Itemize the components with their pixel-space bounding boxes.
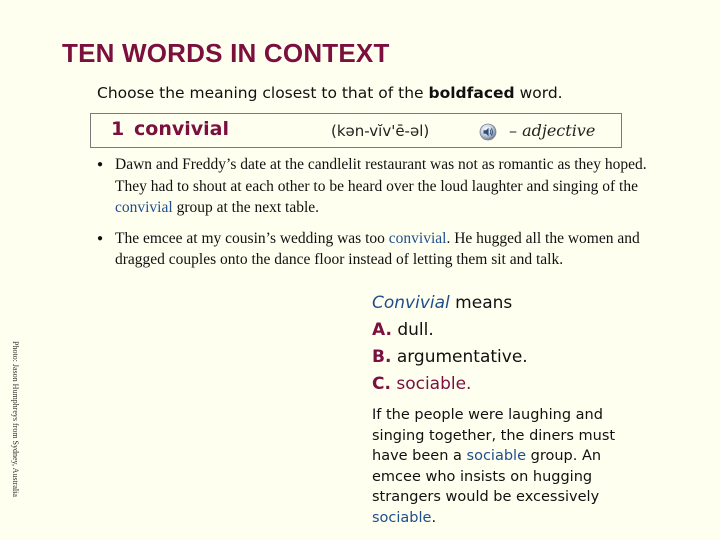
question-means: means (449, 293, 513, 313)
choice-letter: A. (372, 320, 392, 340)
choice-letter: B. (372, 347, 392, 367)
choice-text: sociable. (396, 374, 472, 394)
question-word: Convivial (372, 293, 450, 313)
speaker-icon[interactable] (479, 123, 497, 141)
pronunciation: (kən-vĭv'ē-əl) (331, 122, 430, 140)
sentence-item (97, 154, 652, 219)
page-title: TEN WORDS IN CONTEXT (62, 38, 390, 68)
vocabulary-word: convivial (134, 118, 229, 140)
word-number: 1 (111, 118, 125, 140)
explanation-text: group. An emcee who insists on hugging strangers would be excessively (372, 448, 602, 505)
answer-choices (372, 290, 528, 398)
sentence-item (97, 228, 652, 271)
sentence-keyword: convivial (388, 229, 447, 247)
sentence-text-before: Dawn and Freddy’s date at the candlelit restaurant was not as romantic as they hoped. They had to shout at each other to be heard over the loud laughter and singing of the (115, 156, 647, 195)
instructions-text-before: Choose the meaning closest to that of the (97, 84, 429, 102)
instructions-bold-word: boldfaced (428, 84, 515, 102)
vocabulary-word-box (90, 113, 622, 148)
sentence-text-before: The emcee at my cousin’s wedding was too (115, 229, 389, 247)
choice-text: dull. (397, 320, 434, 340)
bullet-icon: ● (97, 159, 104, 170)
instructions-text-after: word. (514, 84, 563, 102)
sentence-text (115, 154, 652, 219)
explanation-text: . (431, 509, 437, 526)
photo-credit: Photo: Jason Humphreys from Sydney, Australia (11, 341, 20, 497)
instructions (97, 84, 563, 102)
sentence-text-after: group at the next table. (172, 199, 320, 216)
example-sentences (97, 154, 652, 280)
choice-letter: C. (372, 374, 391, 394)
choice-a[interactable] (372, 317, 528, 344)
choice-b[interactable] (372, 344, 528, 371)
sentence-keyword: convivial (115, 199, 173, 216)
sentence-text (115, 228, 652, 271)
explanation-text: If the people were laughing and singing together, the diners must have been a (372, 407, 616, 464)
choice-c[interactable] (372, 371, 528, 398)
bullet-icon: ● (97, 232, 104, 244)
sentence-text-after: . He hugged all the women and dragged couples onto the dance floor instead of letting them sit and talk. (115, 229, 640, 268)
choice-text: argumentative. (396, 347, 528, 367)
question-stem (372, 290, 528, 317)
explanation (372, 405, 652, 528)
explanation-keyword: sociable (372, 509, 432, 526)
part-of-speech: – adjective (509, 121, 596, 140)
explanation-keyword: sociable (466, 448, 526, 464)
